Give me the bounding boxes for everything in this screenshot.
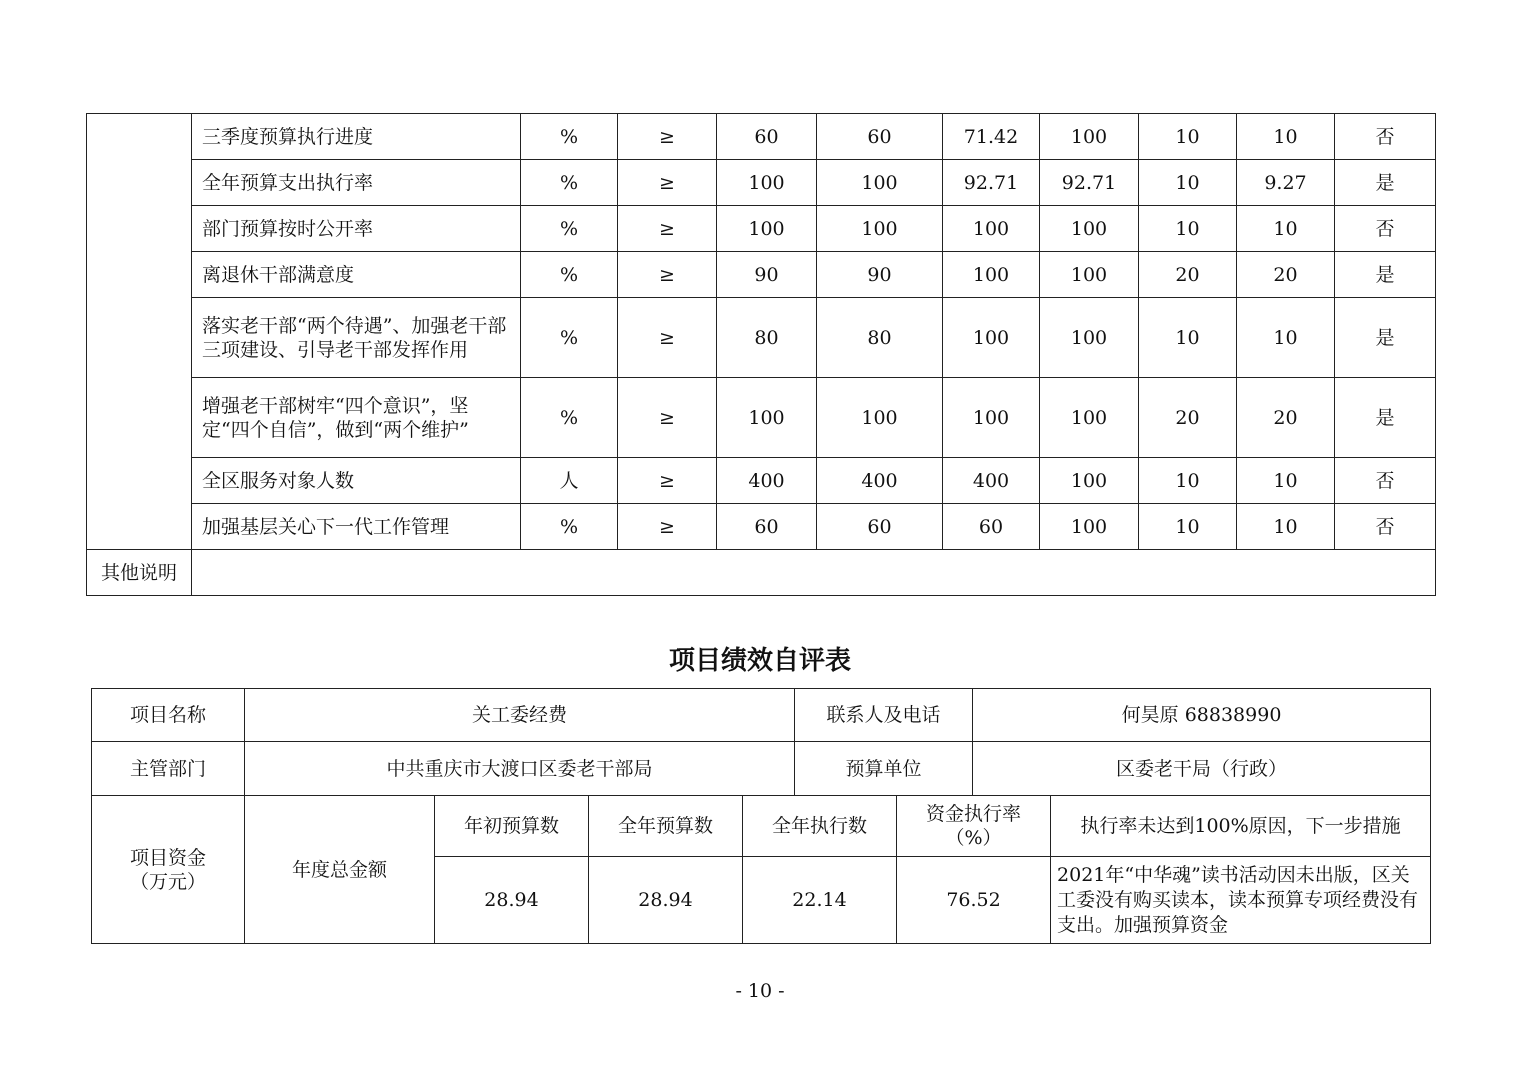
project-funds-label-line2: （万元） [129, 870, 206, 893]
score-cell: 9.27 [1237, 160, 1335, 206]
unit-cell: % [521, 378, 618, 458]
indicator-name: 部门预算按时公开率 [192, 206, 521, 252]
weight-cell: 10 [1139, 504, 1237, 550]
target-cell: 90 [817, 252, 943, 298]
rate-cell: 100 [1040, 114, 1139, 160]
dept-label: 主管部门 [92, 742, 245, 796]
operator-cell: ≥ [618, 206, 717, 252]
score-cell: 10 [1237, 206, 1335, 252]
indicator-name: 全年预算支出执行率 [192, 160, 521, 206]
indicator-name: 全区服务对象人数 [192, 458, 521, 504]
unit-cell: % [521, 114, 618, 160]
target-cell: 100 [817, 160, 943, 206]
project-funds-label-line1: 项目资金 [129, 846, 206, 869]
unit-cell: % [521, 206, 618, 252]
score-cell: 10 [1237, 458, 1335, 504]
target-cell: 100 [817, 378, 943, 458]
flag-cell: 否 [1335, 458, 1436, 504]
score-cell: 10 [1237, 504, 1335, 550]
indicator-name: 三季度预算执行进度 [192, 114, 521, 160]
operator-cell: ≥ [618, 378, 717, 458]
reason-value: 2021年“中华魂”读书活动因未出版，区关工委没有购买读本，读本预算专项经费没有支出。加强预算资金 [1051, 857, 1431, 944]
flag-cell: 是 [1335, 378, 1436, 458]
exec-rate-header-line2: （%） [945, 827, 1002, 849]
contact-label: 联系人及电话 [795, 689, 973, 742]
table-row [87, 458, 1436, 504]
rate-cell: 100 [1040, 206, 1139, 252]
initial-budget-header: 年初预算数 [435, 796, 589, 857]
target-cell: 400 [817, 458, 943, 504]
weight-cell: 20 [1139, 378, 1237, 458]
page-title: 项目绩效自评表 [668, 646, 851, 676]
actual-cell: 100 [943, 252, 1040, 298]
table-row [92, 796, 1431, 857]
page-number: - 10 - [735, 980, 785, 1002]
indicator-name: 落实老干部“两个待遇”、加强老干部三项建设、引导老干部发挥作用 [192, 298, 521, 378]
annual-target-cell: 400 [717, 458, 817, 504]
weight-cell: 10 [1139, 298, 1237, 378]
indicator-name: 加强基层关心下一代工作管理 [192, 504, 521, 550]
flag-cell: 否 [1335, 114, 1436, 160]
operator-cell: ≥ [618, 160, 717, 206]
indicator-name: 离退休干部满意度 [192, 252, 521, 298]
rate-cell: 100 [1040, 504, 1139, 550]
table-row [87, 378, 1436, 458]
flag-cell: 是 [1335, 298, 1436, 378]
initial-budget-value: 28.94 [435, 857, 589, 944]
rate-cell: 100 [1040, 458, 1139, 504]
target-cell: 60 [817, 504, 943, 550]
operator-cell: ≥ [618, 114, 717, 160]
annual-target-cell: 60 [717, 114, 817, 160]
project-self-evaluation-table [91, 688, 1431, 944]
unit-cell: % [521, 160, 618, 206]
table-row [87, 114, 1436, 160]
annual-target-cell: 100 [717, 206, 817, 252]
project-name-value: 关工委经费 [245, 689, 795, 742]
operator-cell: ≥ [618, 252, 717, 298]
target-cell: 100 [817, 206, 943, 252]
full-budget-header: 全年预算数 [589, 796, 743, 857]
actual-cell: 100 [943, 298, 1040, 378]
table-row [92, 689, 1431, 742]
exec-rate-value: 76.52 [897, 857, 1051, 944]
table-row [87, 160, 1436, 206]
category-cell [87, 114, 192, 550]
annual-target-cell: 80 [717, 298, 817, 378]
full-exec-header: 全年执行数 [743, 796, 897, 857]
flag-cell: 是 [1335, 160, 1436, 206]
dept-value: 中共重庆市大渡口区委老干部局 [245, 742, 795, 796]
actual-cell: 400 [943, 458, 1040, 504]
target-cell: 80 [817, 298, 943, 378]
target-cell: 60 [817, 114, 943, 160]
unit-cell: % [521, 298, 618, 378]
operator-cell: ≥ [618, 458, 717, 504]
annual-target-cell: 100 [717, 378, 817, 458]
unit-cell: % [521, 504, 618, 550]
operator-cell: ≥ [618, 504, 717, 550]
rate-cell: 100 [1040, 298, 1139, 378]
rate-cell: 92.71 [1040, 160, 1139, 206]
annual-total-label: 年度总金额 [245, 796, 435, 944]
full-budget-value: 28.94 [589, 857, 743, 944]
score-cell: 10 [1237, 114, 1335, 160]
table-row [87, 298, 1436, 378]
actual-cell: 60 [943, 504, 1040, 550]
flag-cell: 否 [1335, 504, 1436, 550]
flag-cell: 否 [1335, 206, 1436, 252]
budget-unit-value: 区委老干局（行政） [973, 742, 1431, 796]
rate-cell: 100 [1040, 252, 1139, 298]
weight-cell: 10 [1139, 160, 1237, 206]
annual-target-cell: 90 [717, 252, 817, 298]
contact-value: 何昊原 68838990 [973, 689, 1431, 742]
reason-header: 执行率未达到100%原因，下一步措施 [1051, 796, 1431, 857]
score-cell: 20 [1237, 378, 1335, 458]
score-cell: 10 [1237, 298, 1335, 378]
indicator-table [86, 113, 1436, 596]
other-notes-label: 其他说明 [87, 550, 192, 596]
full-exec-value: 22.14 [743, 857, 897, 944]
exec-rate-header [897, 796, 1051, 857]
table-row [92, 742, 1431, 796]
annual-target-cell: 60 [717, 504, 817, 550]
unit-cell: % [521, 252, 618, 298]
project-name-label: 项目名称 [92, 689, 245, 742]
project-funds-label [92, 796, 245, 944]
exec-rate-header-line1: 资金执行率 [926, 803, 1022, 825]
budget-unit-label: 预算单位 [795, 742, 973, 796]
actual-cell: 100 [943, 206, 1040, 252]
actual-cell: 100 [943, 378, 1040, 458]
other-notes-value [192, 550, 1436, 596]
indicator-name: 增强老干部树牢“四个意识”，坚定“四个自信”，做到“两个维护” [192, 378, 521, 458]
operator-cell: ≥ [618, 298, 717, 378]
actual-cell: 92.71 [943, 160, 1040, 206]
flag-cell: 是 [1335, 252, 1436, 298]
weight-cell: 10 [1139, 206, 1237, 252]
weight-cell: 10 [1139, 114, 1237, 160]
weight-cell: 20 [1139, 252, 1237, 298]
score-cell: 20 [1237, 252, 1335, 298]
actual-cell: 71.42 [943, 114, 1040, 160]
table-row [87, 504, 1436, 550]
table-row [87, 252, 1436, 298]
annual-target-cell: 100 [717, 160, 817, 206]
unit-cell: 人 [521, 458, 618, 504]
weight-cell: 10 [1139, 458, 1237, 504]
rate-cell: 100 [1040, 378, 1139, 458]
table-row [87, 206, 1436, 252]
other-notes-row [87, 550, 1436, 596]
